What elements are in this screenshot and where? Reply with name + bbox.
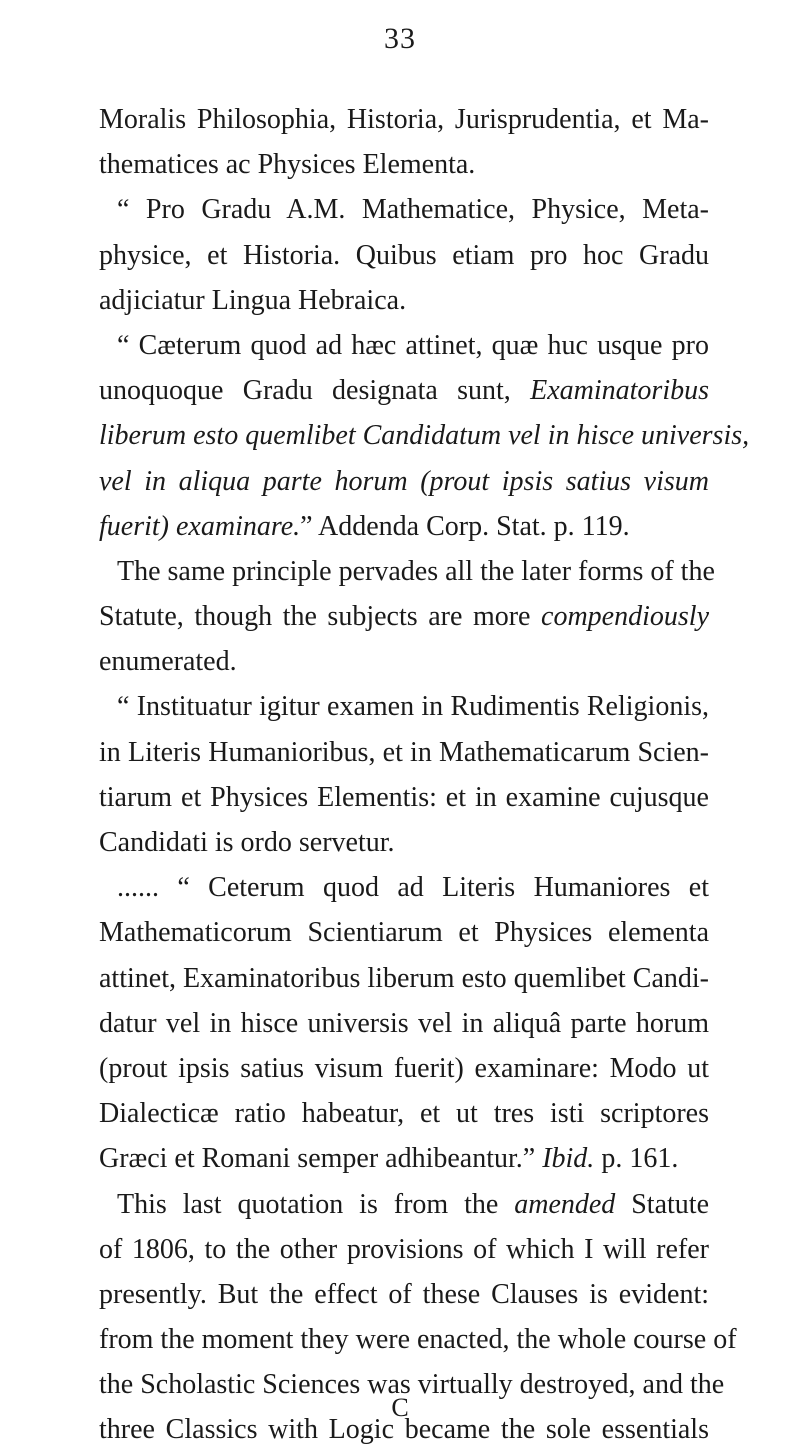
text-line: physice, et Historia. Quibus etiam pro hoc Gradu	[99, 239, 709, 271]
text-segment: Græci et Romani semper adhibeantur.”	[99, 1143, 543, 1175]
body-text	[99, 97, 750, 1453]
text-line	[99, 504, 709, 549]
italic-text: amended	[514, 1188, 616, 1220]
text-line: ...... “ Ceterum quod ad Literis Humaniores et	[117, 872, 709, 904]
text-segment: ” Addenda Corp. Stat. p. 119.	[300, 510, 630, 542]
text-line	[99, 459, 709, 504]
italic-text: fuerit) examinare.	[99, 510, 301, 542]
text-line: in Literis Humanioribus, et in Mathematicarum Scien-	[99, 736, 709, 768]
text-line: The same principle pervades all the later forms of the	[117, 555, 715, 587]
text-line: the Scholastic Sciences was virtually destroyed, and the	[99, 1369, 725, 1401]
text-segment: unoquoque Gradu designata sunt,	[99, 375, 531, 407]
text-line: Dialecticæ ratio habeatur, et ut tres isti scriptores	[99, 1098, 709, 1130]
text-line: three Classics with Logic became the sole essentials	[99, 1414, 709, 1446]
text-segment: This last quotation is from the	[117, 1188, 515, 1220]
text-segment: Statute, though the subjects are more	[99, 601, 542, 633]
italic-text: liberum esto quemlibet Candidatum vel in hisce universis,	[99, 420, 750, 452]
italic-text: compendiously	[541, 601, 709, 633]
text-line: of 1806, to the other provisions of which I will refer	[99, 1233, 709, 1265]
text-line: tiarum et Physices Elementis: et in examine cujusque	[99, 781, 709, 813]
text-line: Mathematicorum Scientiarum et Physices elementa	[99, 917, 709, 949]
text-segment: Statute	[615, 1188, 709, 1220]
text-line: “ Pro Gradu A.M. Mathematice, Physice, Meta-	[117, 194, 709, 226]
italic-text: Examinatoribus	[530, 375, 709, 407]
text-line: thematices ac Physices Elementa.	[99, 149, 476, 181]
text-line	[99, 368, 709, 413]
page-number: 33	[384, 22, 416, 55]
text-line: attinet, Examinatoribus liberum esto quemlibet Candi-	[99, 962, 709, 994]
text-segment: p. 161.	[594, 1143, 679, 1175]
text-line: “ Cæterum quod ad hæc attinet, quæ huc usque pro	[117, 329, 709, 361]
text-line: Moralis Philosophia, Historia, Jurisprudentia, et Ma-	[99, 104, 709, 135]
signature-mark: C	[391, 1393, 409, 1422]
text-line	[99, 1182, 709, 1227]
italic-text: Ibid.	[542, 1143, 595, 1175]
text-line: Candidati is ordo servetur.	[99, 827, 395, 858]
text-line	[99, 1136, 709, 1181]
text-line: from the moment they were enacted, the whole course of	[99, 1324, 737, 1356]
text-line: enumerated.	[99, 646, 237, 678]
text-line: “ Instituatur igitur examen in Rudimentis Religionis,	[117, 691, 709, 723]
text-line	[99, 594, 709, 639]
text-line: adjiciatur Lingua Hebraica.	[99, 284, 407, 316]
italic-text: vel in aliqua parte horum (prout ipsis satius visum	[99, 465, 709, 497]
text-line	[99, 413, 750, 458]
text-line: (prout ipsis satius visum fuerit) examinare: Modo ut	[99, 1052, 709, 1084]
text-line: datur vel in hisce universis vel in aliquâ parte horum	[99, 1007, 709, 1039]
text-line: presently. But the effect of these Clauses is evident:	[99, 1278, 709, 1310]
